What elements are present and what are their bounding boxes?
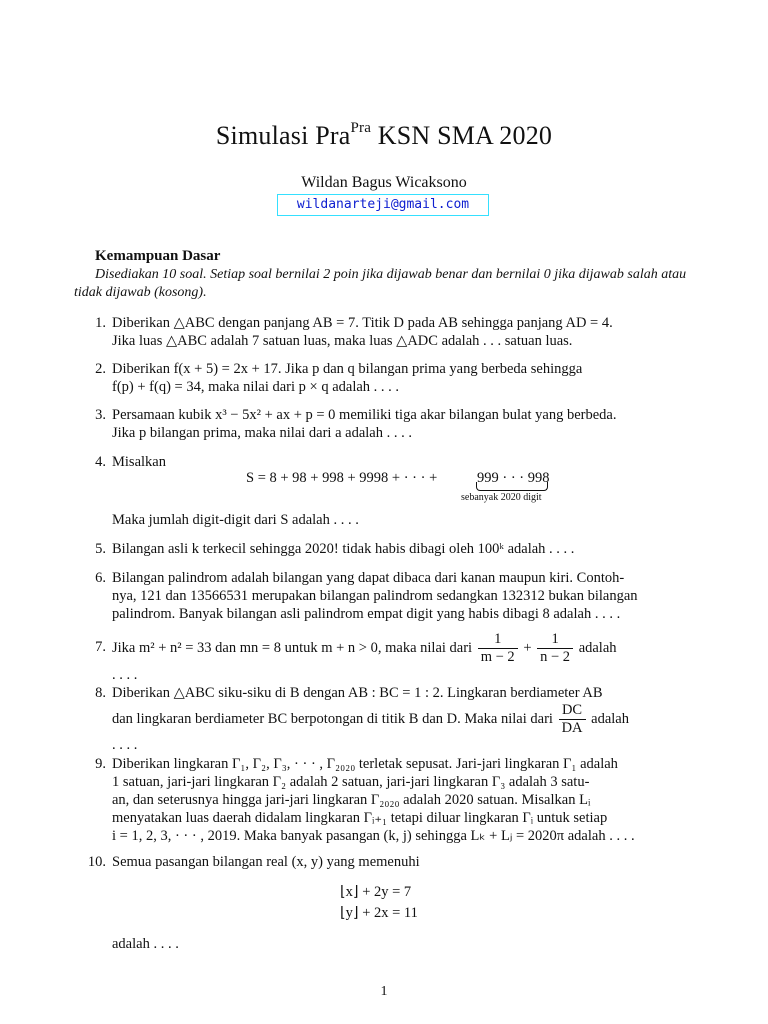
section-intro: Disediakan 10 soal. Setiap soal bernilai 2 poin jika dijawab benar dan bernilai 0 jika dijawab salah atau tidak dijawab (kosong).	[74, 267, 687, 300]
fraction-dc-da: $\frac{DC}{DA}$	[559, 702, 586, 737]
page-number: 1	[380, 984, 388, 999]
fraction-1: $\frac{1}{m - 2}$	[478, 631, 518, 666]
fraction-2: $\frac{1}{n - 2}$	[537, 631, 573, 666]
page-title: Simulasi Pra$^{Pra}$ KSN SMA 2020	[215, 120, 553, 150]
underbrace-label: sebanyak 2020 digit	[461, 492, 542, 503]
problem-10-equation-1: ⌊x⌋ + 2y = 7	[340, 884, 412, 900]
problem-4-brace-term: 999 · · · 998	[477, 470, 550, 486]
author-name: Wildan Bagus Wicaksono	[301, 174, 467, 191]
section-title: Kemampuan Dasar	[95, 248, 221, 264]
problem-4-equation: S = 8 + 98 + 998 + 9998 + · · · +	[246, 470, 438, 486]
document-page: Simulasi Pra$^{Pra}$ KSN SMA 2020 Wildan Bagus Wicaksono wildanarteji@gmail.com Kemampuan Dasar Disediakan 10 soal. Setiap soal bernilai 2 poin jika dijawab benar dan bernilai 0 jika dijawab salah atau tidak dijawab (kosong). 1. Diberikan △ABC dengan panjang AB = 7. Titik D pada AB sehingga panjang AD = 4. Jika luas △ABC adalah 7 satuan luas, maka luas △ADC adalah . . . satuan luas. 2. Diberikan f(x + 5) = 2x + 17. Jika p dan q bilangan prima yang berbeda sehingga f(p) + f(q) = 34, maka nilai dari p × q adalah . . . . 3. Persamaan kubik x³ − 5x² + ax + p = 0 memiliki tiga akar bilangan bulat yang berbeda. Jika p bilangan prima, maka nilai dari a adalah . . . . 4. Misalkan S = 8 + 98 + 998 + 9998 + · · · + 999 · · · 998 sebanyak 2020 digit Maka jumlah digit-digit dari S adalah . . . . 5. Bilangan asli k terkecil sehingga 2020! tidak habis dibagi oleh 100ᵏ adalah . . . . 6. Bilangan palindrom adalah bilangan yang dapat dibaca dari kanan maupun kiri. Contoh- nya, 121 dan 13566531 merupakan bilangan palindrom sedangkan 132312 bukan bilangan palindrom. Banyak bilangan asli palindrom empat digit yang habis dibagi 8 adalah . . . . 7. Jika m² + n² = 33 dan mn = 8 untuk m + n > 0, maka nilai dari $\frac{1}{m - 2}$ + $\frac{1}{n - 2}$ adalah . . . . 8. Diberikan △ABC siku-siku di B dengan AB : BC = 1 : 2. Lingkaran berdiameter AB dan lingkaran berdiameter BC berpotongan di titik B dan D. Maka nilai dari $\frac{DC}{DA}$ adalah . . . . 9. Diberikan lingkaran Γ₁, Γ₂, Γ₃, · · · , Γ₂₀₂₀ terletak sepusat. Jari-jari lingkaran Γ₁ adalah 1 satuan, jari-jari lingkaran Γ₂ adalah 2 satuan, jari-jari lingkaran Γ₃ adalah 3 satu- an, dan seterusnya hingga jari-jari lingkaran Γ₂₀₂₀ adalah 2020 satuan. Misalkan Lᵢ menyatakan luas daerah didalam lingkaran Γᵢ₊₁ tetapi diluar lingkaran Γᵢ untuk setiap i = 1, 2, 3, · · · , 2019. Maka banyak pasangan (k, j) sehingga Lₖ + Lⱼ = 2020π adalah . . . . 10. Semua pasangan bilangan real (x, y) yang memenuhi ⌊x⌋ + 2y = 7 ⌊y⌋ + 2x = 11 adalah . . . . 1	[0, 0, 768, 1024]
problem-10-equation-2: ⌊y⌋ + 2x = 11	[340, 905, 418, 921]
underbrace	[476, 482, 548, 491]
email-link[interactable]: wildanarteji@gmail.com	[277, 194, 489, 216]
